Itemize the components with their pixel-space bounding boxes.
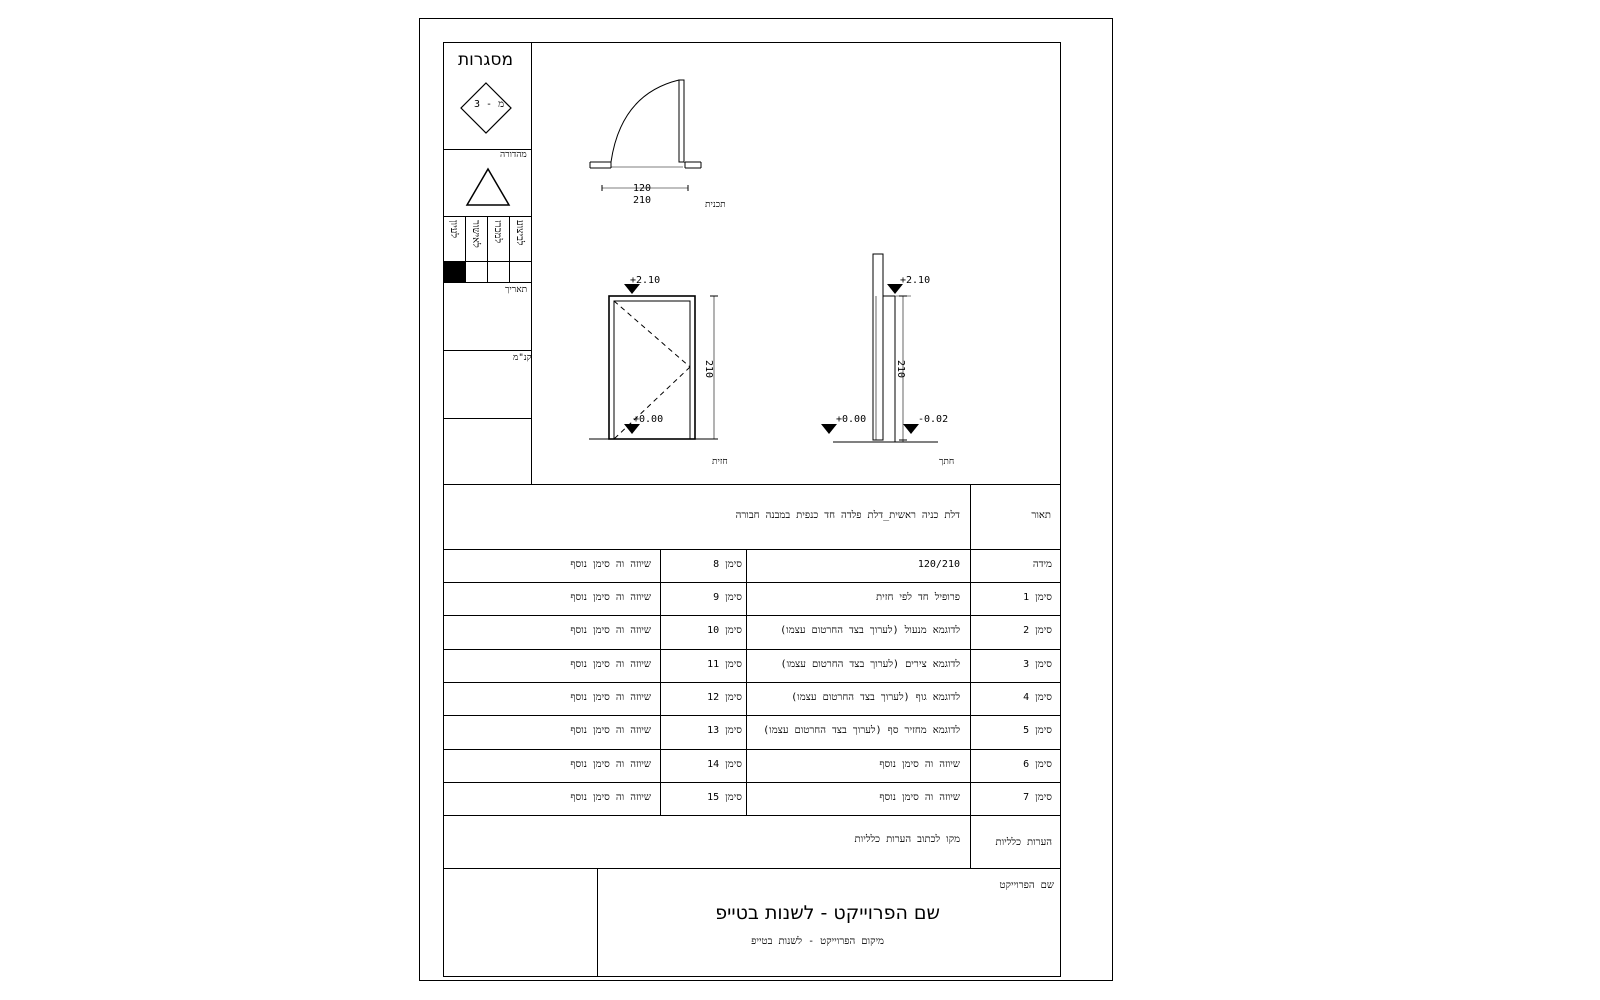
status-divider (487, 216, 488, 282)
section-top-level: +2.10 (900, 275, 931, 286)
status-divider (509, 216, 510, 282)
spec-row-value: לדוגמא מנעול (לערוך בצד החרטום עצמו) (780, 625, 960, 636)
table-line (443, 715, 1061, 716)
spec-row-label: סימן 11 (707, 659, 742, 670)
plan-dim-inner: 120 (633, 183, 652, 194)
spec-row-value: לדוגמא צירים (לערוך בצד החרטום עצמו) (780, 659, 960, 670)
revision-triangle-icon (465, 167, 511, 207)
spec-row-label: מידה (1032, 559, 1052, 570)
front-label: חזית (712, 457, 728, 467)
spec-row-value: שיוזה וה סימן נוסף (570, 559, 651, 570)
spec-row-value: שיוזה וה סימן נוסף (879, 759, 960, 770)
spec-row-value: שיוזה וה סימן נוסף (570, 625, 651, 636)
table-line (443, 582, 1061, 583)
table-divider (970, 484, 971, 868)
status-label-review: לעיון (448, 220, 459, 239)
spec-row-value: שיוזה וה סימן נוסף (570, 659, 651, 670)
notes-label: הערות כלליות (995, 837, 1052, 848)
spec-row-label: סימן 10 (707, 625, 742, 636)
status-active-mark (444, 262, 465, 282)
spec-row-label: סימן 13 (707, 725, 742, 736)
spec-row-label: סימן 7 (1023, 792, 1052, 803)
spec-row-label: סימן 4 (1023, 692, 1052, 703)
front-bottom-level: +0.00 (633, 414, 664, 425)
sidebar-line (443, 418, 531, 419)
spec-row-value: לדוגמא גוף (לערוך בצד החרטום עצמו) (791, 692, 960, 703)
spec-row-value: שיוזה וה סימן נוסף (879, 792, 960, 803)
item-code: מ - 3 (474, 99, 505, 110)
spec-row-label: סימן 9 (713, 592, 742, 603)
date-label: תאריך (505, 285, 528, 295)
front-top-level: +2.10 (630, 275, 661, 286)
table-divider (660, 549, 661, 815)
scale-label: קנ"מ (513, 353, 532, 363)
category-title: מסגרות (458, 50, 513, 70)
spec-row-label: סימן 12 (707, 692, 742, 703)
table-line (443, 782, 1061, 783)
sidebar-line (443, 282, 531, 283)
revision-label: מהדורה (500, 150, 527, 160)
spec-row-value: שיוזה וה סימן נוסף (570, 725, 651, 736)
description-value: דלת כניה ראשית_דלת פלדה חד כנפית במבנה חבורה (735, 510, 960, 521)
spec-row-value: לדוגמא מחזיר סף (לערוך בצד החרטום עצמו) (763, 725, 960, 736)
table-line (443, 649, 1061, 650)
front-height: 210 (703, 360, 714, 379)
spec-row-label: סימן 14 (707, 759, 742, 770)
plan-label: תכנית (705, 200, 726, 210)
spec-row-value: פרופיל חד לפי חזית (875, 592, 960, 603)
project-name: שם הפרוייקט - לשנות בטייפ (715, 902, 940, 924)
status-label-construction: לביצוע (514, 220, 525, 246)
section-right-level: -0.02 (918, 414, 949, 425)
section-left-level: +0.00 (836, 414, 867, 425)
spec-row-label: סימן 15 (707, 792, 742, 803)
table-line (443, 749, 1061, 750)
status-label-approval: לאישור (470, 220, 481, 248)
table-line (443, 868, 1061, 869)
spec-row-label: סימן 2 (1023, 625, 1052, 636)
description-label: תאור (1031, 510, 1051, 521)
table-line (443, 484, 1061, 485)
spec-row-value: 120/210 (917, 559, 960, 570)
table-line (443, 815, 1061, 816)
plan-dim-outer: 210 (633, 195, 652, 206)
spec-row-value: שיוזה וה סימן נוסף (570, 792, 651, 803)
spec-row-value: שיוזה וה סימן נוסף (570, 692, 651, 703)
spec-row-value: שיוזה וה סימן נוסף (570, 759, 651, 770)
table-line (443, 615, 1061, 616)
status-divider (465, 216, 466, 282)
sidebar-line (443, 350, 531, 351)
project-location: מיקום הפרוייקט - לשנות בטייפ (751, 936, 884, 947)
table-divider (746, 549, 747, 815)
door-drawings (531, 42, 1061, 484)
spec-row-label: סימן 3 (1023, 659, 1052, 670)
title-divider (597, 868, 598, 977)
section-label: חתך (939, 457, 955, 467)
section-height: 210 (895, 360, 906, 379)
spec-row-label: סימן 6 (1023, 759, 1052, 770)
status-label-tender: למכרז (492, 220, 503, 244)
spec-row-label: סימן 8 (713, 559, 742, 570)
spec-row-value: שיוזה וה סימן נוסף (570, 592, 651, 603)
spec-row-label: סימן 5 (1023, 725, 1052, 736)
table-line (443, 682, 1061, 683)
project-label: שם הפרוייקט (999, 880, 1054, 891)
spec-row-label: סימן 1 (1023, 592, 1052, 603)
table-line (443, 549, 1061, 550)
notes-value: מקו לכתוב הערות כלליות (854, 834, 960, 845)
